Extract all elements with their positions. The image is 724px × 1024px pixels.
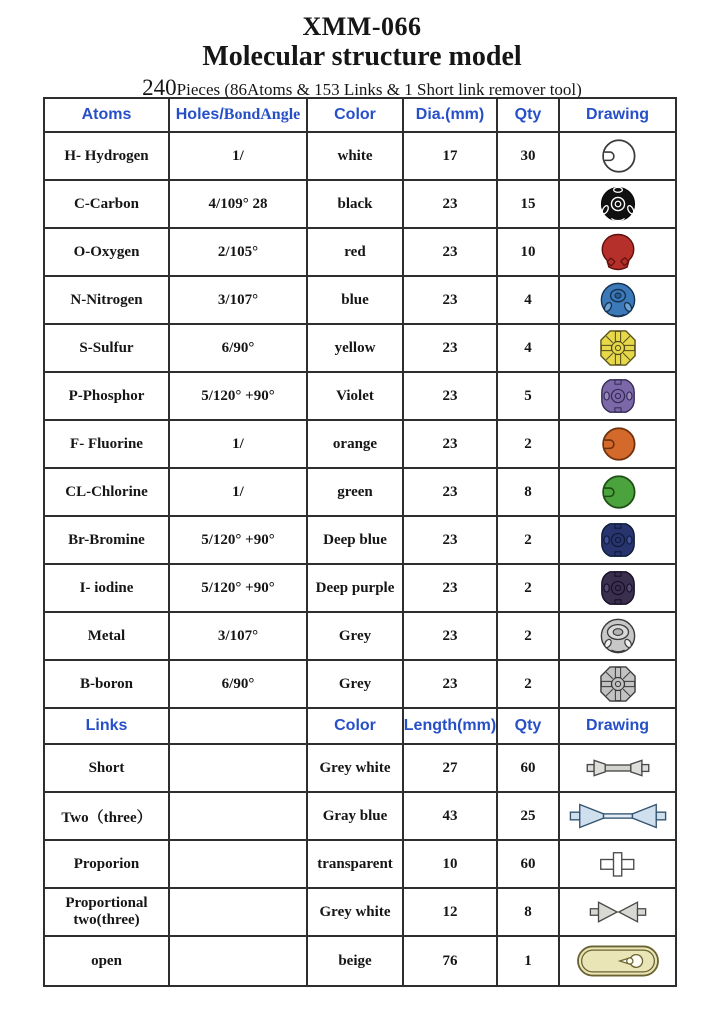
- phosphor-icon: [597, 375, 639, 417]
- color-cell: Violet: [308, 373, 404, 421]
- color-cell: green: [308, 469, 404, 517]
- holes-header-part: Holes/: [175, 106, 224, 123]
- links-drawing-header: Drawing: [560, 709, 675, 745]
- size-cell: 23: [404, 613, 498, 661]
- name-cell: Proportional two(three): [45, 889, 170, 937]
- drawing-cell: [560, 793, 675, 841]
- qty-cell: 2: [498, 565, 560, 613]
- qty-cell: 25: [498, 793, 560, 841]
- atoms-header: Atoms: [45, 99, 170, 133]
- qty-header: Qty: [498, 99, 560, 133]
- color-cell: transparent: [308, 841, 404, 889]
- links-header: Links: [45, 709, 170, 745]
- holes-bondangle-header: [170, 99, 308, 133]
- holes-bondangle-cell: 3/107°: [170, 613, 308, 661]
- size-cell: 76: [404, 937, 498, 985]
- size-cell: 23: [404, 469, 498, 517]
- qty-cell: 4: [498, 277, 560, 325]
- qty-cell: 1: [498, 937, 560, 985]
- size-cell: 23: [404, 325, 498, 373]
- name-cell: B-boron: [45, 661, 170, 709]
- name-cell: CL-Chlorine: [45, 469, 170, 517]
- oxygen-icon: [597, 231, 639, 273]
- color-cell: Grey: [308, 613, 404, 661]
- name-cell: O-Oxygen: [45, 229, 170, 277]
- fluorine-icon: [597, 423, 639, 465]
- holes-bondangle-cell: 1/: [170, 133, 308, 181]
- boron-icon: [597, 663, 639, 705]
- bowtie-link-icon: [579, 894, 657, 930]
- name-cell: Proporion: [45, 841, 170, 889]
- size-cell: 23: [404, 373, 498, 421]
- size-cell: 23: [404, 517, 498, 565]
- holes-bondangle-cell: 2/105°: [170, 229, 308, 277]
- bromine-icon: [597, 519, 639, 561]
- carbon-icon: [597, 183, 639, 225]
- nitrogen-icon: [597, 279, 639, 321]
- color-cell: black: [308, 181, 404, 229]
- holes-bondangle-cell: 5/120° +90°: [170, 517, 308, 565]
- length-header: Length(mm): [404, 709, 498, 745]
- color-cell: white: [308, 133, 404, 181]
- name-cell: Metal: [45, 613, 170, 661]
- drawing-cell: [560, 181, 675, 229]
- size-cell: 43: [404, 793, 498, 841]
- holes-bondangle-cell: [170, 841, 308, 889]
- holes-bondangle-cell: 6/90°: [170, 325, 308, 373]
- drawing-cell: [560, 889, 675, 937]
- size-cell: 12: [404, 889, 498, 937]
- bondangle-header-part: BondAngle: [223, 106, 301, 123]
- qty-cell: 30: [498, 133, 560, 181]
- drawing-cell: [560, 613, 675, 661]
- qty-cell: 10: [498, 229, 560, 277]
- holes-bondangle-cell: [170, 889, 308, 937]
- holes-bondangle-cell: 1/: [170, 469, 308, 517]
- name-cell: I- iodine: [45, 565, 170, 613]
- drawing-cell: [560, 421, 675, 469]
- size-cell: 17: [404, 133, 498, 181]
- sulfur-icon: [597, 327, 639, 369]
- qty-cell: 2: [498, 517, 560, 565]
- model-number: XMM-066: [302, 12, 422, 41]
- holes-bondangle-cell: 1/: [170, 421, 308, 469]
- name-cell: F- Fluorine: [45, 421, 170, 469]
- color-cell: red: [308, 229, 404, 277]
- two-link-icon: [567, 797, 669, 835]
- name-cell: C-Carbon: [45, 181, 170, 229]
- cross-link-icon: [582, 847, 654, 881]
- drawing-cell: [560, 325, 675, 373]
- qty-cell: 8: [498, 889, 560, 937]
- color-cell: orange: [308, 421, 404, 469]
- drawing-cell: [560, 841, 675, 889]
- parts-table: [43, 97, 677, 987]
- name-cell: S-Sulfur: [45, 325, 170, 373]
- color-cell: Gray blue: [308, 793, 404, 841]
- drawing-header: Drawing: [560, 99, 675, 133]
- color-header: Color: [308, 99, 404, 133]
- drawing-cell: [560, 745, 675, 793]
- pieces-count: 240: [142, 75, 177, 101]
- metal-icon: [597, 615, 639, 657]
- links-empty-header: [170, 709, 308, 745]
- name-cell: Br-Bromine: [45, 517, 170, 565]
- color-cell: Grey white: [308, 889, 404, 937]
- size-cell: 27: [404, 745, 498, 793]
- iodine-icon: [597, 567, 639, 609]
- holes-bondangle-cell: [170, 937, 308, 985]
- holes-bondangle-cell: [170, 745, 308, 793]
- size-cell: 23: [404, 277, 498, 325]
- drawing-cell: [560, 277, 675, 325]
- qty-cell: 2: [498, 661, 560, 709]
- qty-cell: 2: [498, 421, 560, 469]
- holes-bondangle-cell: 5/120° +90°: [170, 565, 308, 613]
- page-title: Molecular structure model: [202, 41, 522, 73]
- holes-bondangle-cell: 4/109° 28: [170, 181, 308, 229]
- name-cell: H- Hydrogen: [45, 133, 170, 181]
- size-cell: 23: [404, 565, 498, 613]
- size-cell: 23: [404, 181, 498, 229]
- color-cell: yellow: [308, 325, 404, 373]
- color-cell: Deep blue: [308, 517, 404, 565]
- qty-cell: 2: [498, 613, 560, 661]
- drawing-cell: [560, 133, 675, 181]
- title-block: [0, 12, 724, 101]
- size-cell: 23: [404, 229, 498, 277]
- holes-bondangle-cell: 6/90°: [170, 661, 308, 709]
- drawing-cell: [560, 373, 675, 421]
- drawing-cell: [560, 937, 675, 985]
- size-cell: 23: [404, 661, 498, 709]
- opener-tool-icon: [574, 941, 662, 981]
- drawing-cell: [560, 565, 675, 613]
- drawing-cell: [560, 229, 675, 277]
- name-cell: open: [45, 937, 170, 985]
- name-cell: Short: [45, 745, 170, 793]
- qty-cell: 5: [498, 373, 560, 421]
- chlorine-icon: [597, 471, 639, 513]
- links-qty-header: Qty: [498, 709, 560, 745]
- name-cell: Two（three）: [45, 793, 170, 841]
- qty-cell: 4: [498, 325, 560, 373]
- links-color-header: Color: [308, 709, 404, 745]
- drawing-cell: [560, 517, 675, 565]
- drawing-cell: [560, 469, 675, 517]
- qty-cell: 15: [498, 181, 560, 229]
- color-cell: Deep purple: [308, 565, 404, 613]
- short-link-icon: [577, 749, 659, 787]
- color-cell: blue: [308, 277, 404, 325]
- color-cell: Grey white: [308, 745, 404, 793]
- qty-cell: 60: [498, 841, 560, 889]
- holes-bondangle-cell: [170, 793, 308, 841]
- name-cell: N-Nitrogen: [45, 277, 170, 325]
- drawing-cell: [560, 661, 675, 709]
- color-cell: Grey: [308, 661, 404, 709]
- hydrogen-icon: [597, 135, 639, 177]
- size-cell: 23: [404, 421, 498, 469]
- name-cell: P-Phosphor: [45, 373, 170, 421]
- diameter-header: Dia.(mm): [404, 99, 498, 133]
- qty-cell: 8: [498, 469, 560, 517]
- holes-bondangle-cell: 3/107°: [170, 277, 308, 325]
- pieces-text: Pieces (86Atoms & 153 Links & 1 Short link remover tool): [176, 80, 582, 100]
- qty-cell: 60: [498, 745, 560, 793]
- holes-bondangle-cell: 5/120° +90°: [170, 373, 308, 421]
- color-cell: beige: [308, 937, 404, 985]
- size-cell: 10: [404, 841, 498, 889]
